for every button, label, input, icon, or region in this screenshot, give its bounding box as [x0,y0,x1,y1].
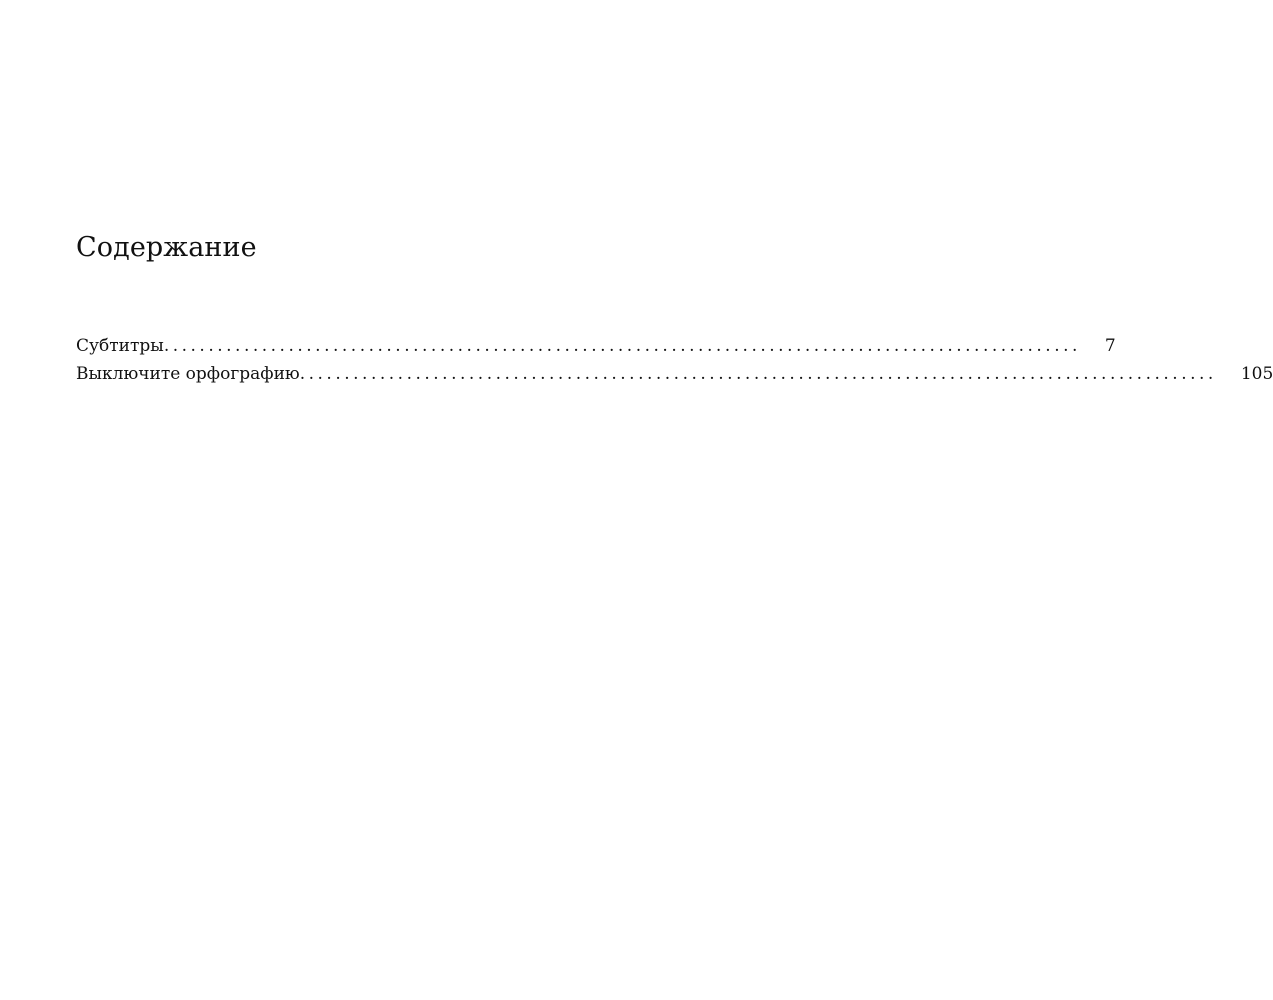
toc-entry-page-number: 7 [1104,336,1116,356]
toc-entry [76,332,1116,360]
toc-entry-title: Субтитры [76,336,164,356]
toc-entry [76,360,1273,388]
toc-list [76,332,1273,388]
toc-heading: Содержание [76,232,257,263]
toc-entry-title: Выключите орфографию [76,364,300,384]
toc-entry-page-number: 105 [1240,364,1273,384]
toc-dot-leader: ....................................................................................................... [163,336,1081,356]
toc-dot-leader: ....................................................................................................... [299,364,1217,384]
